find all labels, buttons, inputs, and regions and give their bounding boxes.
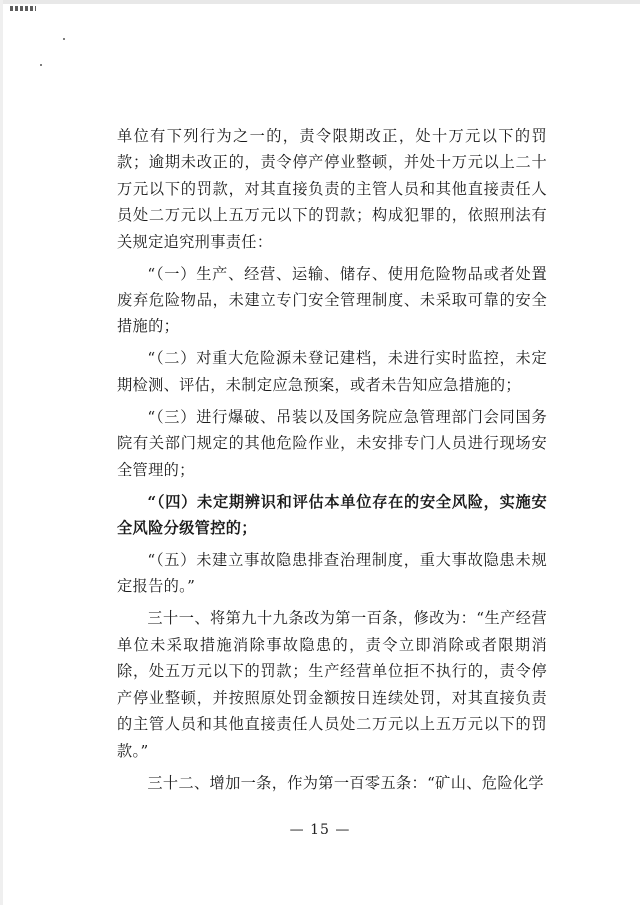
paragraph-item-1: “（一）生产、经营、运输、储存、使用危险物品或者处置废弃危险物品，未建立专门安全管理制度、未采取可靠的安全措施的；: [117, 264, 547, 336]
paragraph-item-5: “（五）未建立事故隐患排查治理制度，重大事故隐患未规定报告的。”: [117, 551, 547, 596]
paragraph-item-2: “（二）对重大危险源未登记建档，未进行实时监控，未定期检测、评估，未制定应急预案，或者未告知应急措施的；: [117, 349, 547, 394]
page-number: — 15 —: [289, 822, 351, 838]
paragraph-continuation: 单位有下列行为之一的，责令限期改正，处十万元以下的罚款；逾期未改正的，责令停产停业整顿，并处十万元以上二十万元以下的罚款，对其直接负责的主管人员和其他直接责任人员处二万元以上五万元以下的罚款；构成犯罪的，依照刑法有关规定追究刑事责任：: [117, 127, 547, 251]
scan-speck: [40, 64, 42, 66]
scan-speck: [63, 38, 65, 40]
paragraph-item-3: “（三）进行爆破、吊装以及国务院应急管理部门会同国务院有关部门规定的其他危险作业，未安排专门人员进行现场安全管理的；: [117, 407, 547, 479]
page-edge-left: [0, 0, 3, 905]
document-body: [117, 123, 547, 802]
paragraph-article-31: 三十一、将第九十九条改为第一百条，修改为：“生产经营单位未采取措施消除事故隐患的，责令立即消除或者限期消除，处五万元以下的罚款；生产经营单位拒不执行的，责令停产停业整顿，并按照原处罚金额按日连续处罚，对其直接负责的主管人员和其他直接责任人员处二万元以上五万元以下的罚款。”: [117, 609, 547, 760]
paragraph-item-4: “（四）未定期辨识和评估本单位存在的安全风险，实施安全风险分级管控的；: [117, 492, 547, 538]
page-edge: [0, 0, 640, 4]
scan-mark: [10, 6, 36, 11]
paragraph-article-32: 三十二、增加一条，作为第一百零五条：“矿山、危险化学: [147, 773, 544, 792]
